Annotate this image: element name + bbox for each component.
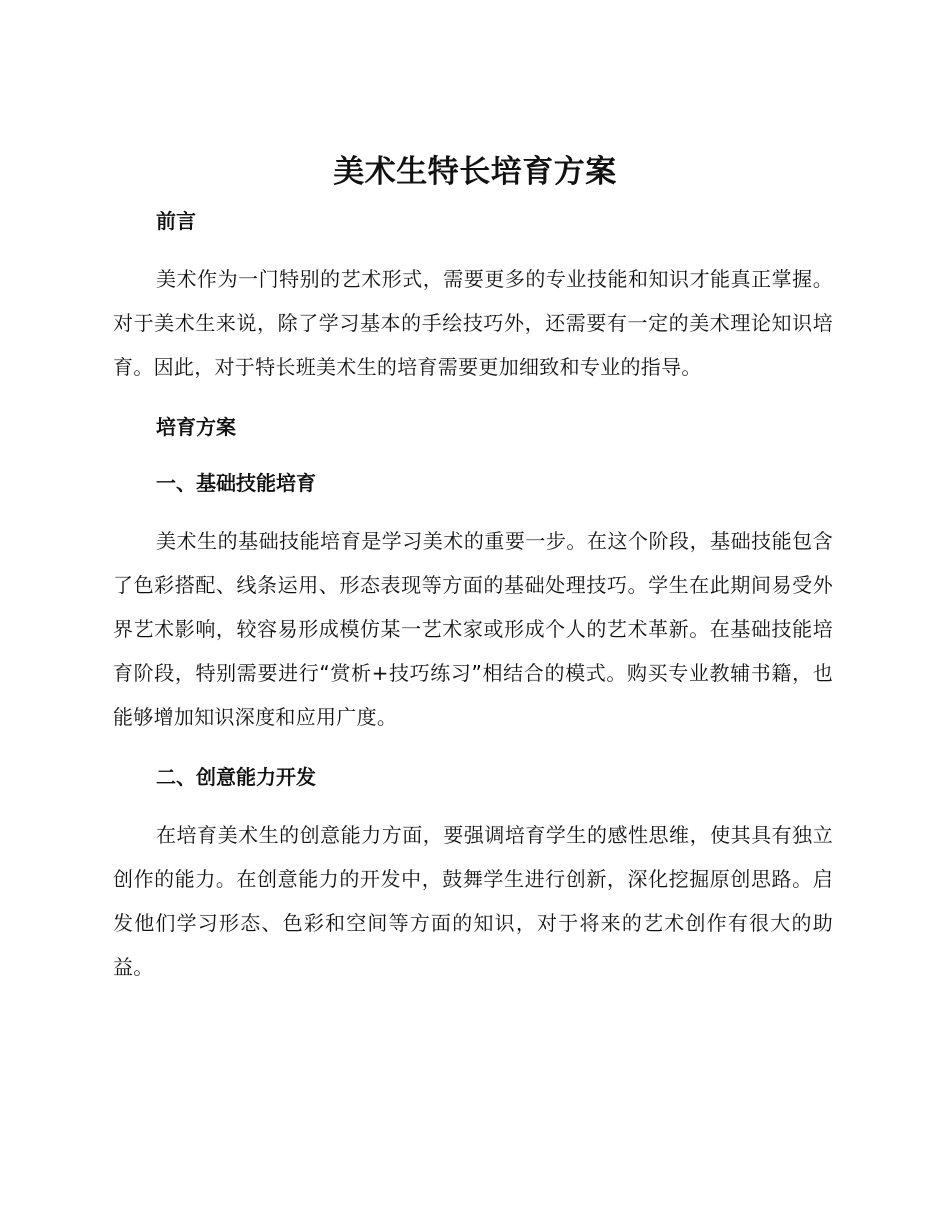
section2-heading: 二、创意能力开发 (156, 765, 316, 789)
document-body (113, 201, 833, 989)
section1-heading: 一、基础技能培育 (156, 471, 316, 495)
document-title: 美术生特长培育方案 (333, 154, 617, 190)
section1-paragraph: 美术生的基础技能培育是学习美术的重要一步。在这个阶段，基础技能包含了色彩搭配、线条运用、形态表现等方面的基础处理技巧。学生在此期间易受外界艺术影响，较容易形成模仿某一艺术家或形成个人的艺术革新。在基础技能培育阶段，特别需要进行“赏析+技巧练习”相结合的模式。购买专业教辅书籍，也能够增加知识深度和应用广度。 (113, 529, 833, 729)
section2-paragraph: 在培育美术生的创意能力方面，要强调培育学生的感性思维，使其具有独立创作的能力。在创意能力的开发中，鼓舞学生进行创新，深化挖掘原创思路。启发他们学习形态、色彩和空间等方面的知识，对于将来的艺术创作有很大的助益。 (113, 823, 833, 979)
preface-heading: 前言 (156, 209, 196, 233)
plan-heading: 培育方案 (156, 415, 236, 439)
preface-paragraph: 美术作为一门特别的艺术形式，需要更多的专业技能和知识才能真正掌握。对于美术生来说，除了学习基本的手绘技巧外，还需要有一定的美术理论知识培育。因此，对于特长班美术生的培育需要更加细致和专业的指导。 (113, 267, 833, 379)
